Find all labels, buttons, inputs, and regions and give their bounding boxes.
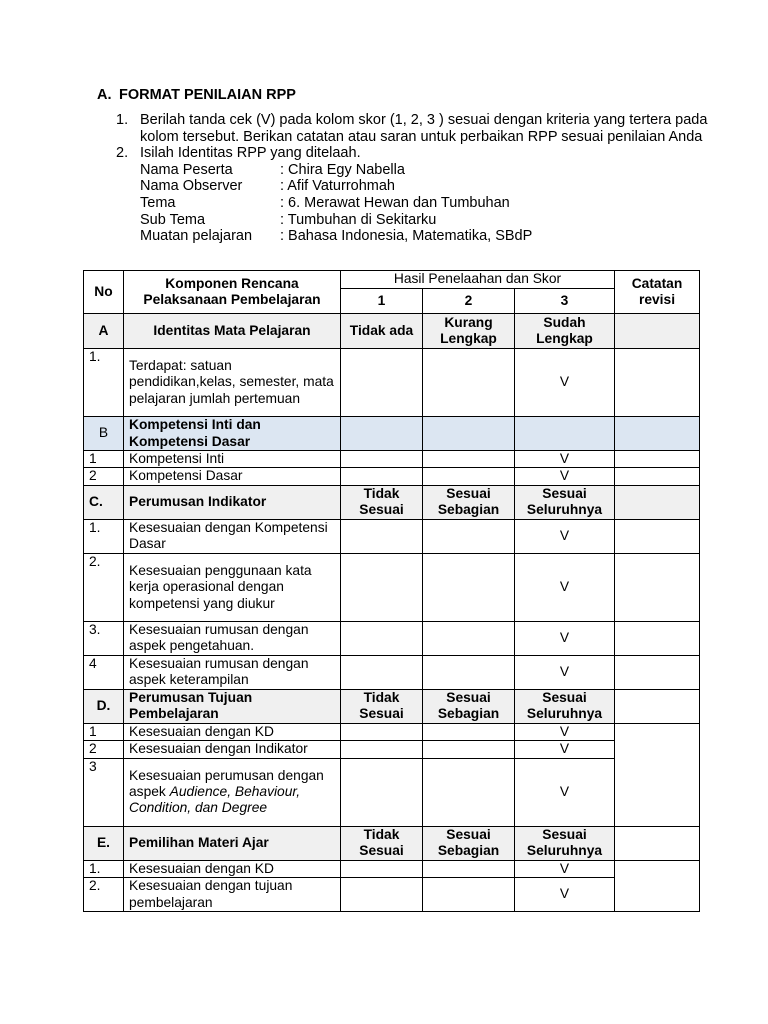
- row-text: Kesesuaian dengan Kompetensi Dasar: [124, 519, 341, 553]
- score-cell-2: [423, 655, 515, 689]
- identity-value: : 6. Merawat Hewan dan Tumbuhan: [280, 194, 510, 211]
- score-cell-1: [341, 655, 423, 689]
- row-number: 2.: [84, 878, 124, 912]
- header-catatan: Catatan revisi: [615, 271, 700, 314]
- criteria-2: Sesuai Sebagian: [423, 689, 515, 723]
- identity-key: Tema: [140, 194, 176, 211]
- table-row: [84, 723, 700, 740]
- criteria-3: Sesuai Seluruhnya: [515, 826, 615, 860]
- notes-cell: [615, 485, 700, 519]
- instructions-list: [116, 112, 716, 245]
- section-title: Identitas Mata Pelajaran: [124, 314, 341, 349]
- section-title: Perumusan Indikator: [124, 485, 341, 519]
- score-cell-2: [423, 468, 515, 485]
- identity-row: [140, 195, 716, 212]
- identity-key: Nama Observer: [140, 178, 243, 195]
- instruction-item: [116, 112, 716, 145]
- identity-row: [140, 178, 716, 195]
- score-cell-1: [341, 860, 423, 877]
- header-score-2: 2: [423, 289, 515, 314]
- score-cell-2: [423, 741, 515, 758]
- section-number: C.: [84, 485, 124, 519]
- score-cell-3: V: [515, 451, 615, 468]
- notes-cell: [615, 689, 700, 723]
- table-row: [84, 878, 700, 912]
- score-cell-2: [423, 723, 515, 740]
- row-number: 3.: [84, 621, 124, 655]
- score-cell-1: [341, 519, 423, 553]
- identity-row: [140, 228, 716, 245]
- table-row: [84, 349, 700, 417]
- score-cell-1: [341, 553, 423, 621]
- score-cell-1: [341, 758, 423, 826]
- notes-cell: [615, 621, 700, 655]
- table-row: [84, 758, 700, 826]
- score-cell-3: V: [515, 878, 615, 912]
- score-cell-3: V: [515, 723, 615, 740]
- criteria-3: Sesuai Seluruhnya: [515, 485, 615, 519]
- score-cell-3: V: [515, 468, 615, 485]
- criteria-1: Tidak ada: [341, 314, 423, 349]
- notes-cell: [615, 860, 700, 911]
- instruction-number: 1.: [116, 112, 129, 128]
- identity-key: Sub Tema: [140, 211, 206, 228]
- instruction-text: Isilah Identitas RPP yang ditelaah.: [140, 145, 361, 162]
- identity-key: Nama Peserta: [140, 161, 233, 178]
- table-row: [84, 468, 700, 485]
- criteria-1: Tidak Sesuai: [341, 689, 423, 723]
- section-title: Perumusan Tujuan Pembelajaran: [124, 689, 341, 723]
- header-komponen: Komponen Rencana Pelaksanaan Pembelajaran: [124, 271, 341, 314]
- row-text: Kesesuaian penggunaan kata kerja operasional dengan kompetensi yang diukur: [124, 553, 341, 621]
- table-row: [84, 621, 700, 655]
- section-row: [84, 826, 700, 860]
- table-row: [84, 860, 700, 877]
- table-row: [84, 451, 700, 468]
- criteria-2: Sesuai Sebagian: [423, 485, 515, 519]
- row-number: 3: [84, 758, 124, 826]
- row-number: 4: [84, 655, 124, 689]
- notes-cell: [615, 655, 700, 689]
- section-number: B: [84, 417, 124, 451]
- notes-cell: [615, 349, 700, 417]
- row-text: Kesesuaian rumusan dengan aspek keterampilan: [124, 655, 341, 689]
- identity-value: : Tumbuhan di Sekitarku: [280, 211, 437, 228]
- table-row: [84, 741, 700, 758]
- notes-cell: [615, 553, 700, 621]
- score-cell-2: [423, 878, 515, 912]
- row-text: [124, 758, 341, 826]
- section-row: [84, 689, 700, 723]
- identity-block: [116, 162, 716, 245]
- notes-cell: [615, 723, 700, 826]
- score-cell-1: [341, 878, 423, 912]
- row-number: 2: [84, 468, 124, 485]
- header-no: No: [84, 271, 124, 314]
- header-score-1: 1: [341, 289, 423, 314]
- header-score-3: 3: [515, 289, 615, 314]
- notes-cell: [615, 417, 700, 451]
- section-title: Pemilihan Materi Ajar: [124, 826, 341, 860]
- row-text: Terdapat: satuan pendidikan,kelas, semester, mata pelajaran jumlah pertemuan: [124, 349, 341, 417]
- row-text-plain: Kesesuaian perumusan dengan aspek: [129, 767, 324, 799]
- score-cell-2: [423, 553, 515, 621]
- score-cell-3: V: [515, 621, 615, 655]
- identity-value: : Bahasa Indonesia, Matematika, SBdP: [280, 228, 533, 245]
- section-number: A: [84, 314, 124, 349]
- criteria-2: Kurang Lengkap: [423, 314, 515, 349]
- notes-cell: [615, 519, 700, 553]
- row-number: 1.: [84, 860, 124, 877]
- instruction-item: [116, 145, 716, 162]
- instruction-text: Berilah tanda cek (V) pada kolom skor (1, 2, 3 ) sesuai dengan kriteria yang tertera pada kolom tersebut. Berikan catatan atau saran untuk perbaikan RPP sesuai penilaian Anda: [140, 112, 708, 145]
- score-cell-1: [341, 468, 423, 485]
- row-text: Kompetensi Inti: [124, 451, 341, 468]
- row-number: 2.: [84, 553, 124, 621]
- notes-cell: [615, 451, 700, 468]
- criteria-1: [341, 417, 423, 451]
- row-text: Kesesuaian dengan KD: [124, 723, 341, 740]
- score-cell-1: [341, 621, 423, 655]
- row-text: Kesesuaian dengan Indikator: [124, 741, 341, 758]
- score-cell-2: [423, 758, 515, 826]
- score-cell-2: [423, 860, 515, 877]
- section-title: FORMAT PENILAIAN RPP: [119, 87, 296, 103]
- score-cell-2: [423, 519, 515, 553]
- table-row: [84, 655, 700, 689]
- score-cell-2: [423, 621, 515, 655]
- row-text-italic: Audience, Behaviour, Condition, dan Degree: [129, 783, 301, 816]
- row-text: Kesesuaian rumusan dengan aspek pengetahuan.: [124, 621, 341, 655]
- section-number: E.: [84, 826, 124, 860]
- row-text: Kesesuaian dengan tujuan pembelajaran: [124, 878, 341, 912]
- identity-value: : Afif Vaturrohmah: [280, 178, 395, 195]
- criteria-3: Sesuai Seluruhnya: [515, 689, 615, 723]
- identity-row: [140, 212, 716, 229]
- criteria-3: [515, 417, 615, 451]
- criteria-3: Sudah Lengkap: [515, 314, 615, 349]
- criteria-2: [423, 417, 515, 451]
- notes-cell: [615, 826, 700, 860]
- criteria-2: Sesuai Sebagian: [423, 826, 515, 860]
- score-cell-3: V: [515, 741, 615, 758]
- score-cell-1: [341, 349, 423, 417]
- section-title: Kompetensi Inti dan Kompetensi Dasar: [124, 417, 341, 451]
- row-number: 1: [84, 723, 124, 740]
- score-cell-3: V: [515, 553, 615, 621]
- section-row: [84, 485, 700, 519]
- notes-cell: [615, 468, 700, 485]
- criteria-1: Tidak Sesuai: [341, 826, 423, 860]
- score-cell-2: [423, 349, 515, 417]
- header-hasil: Hasil Penelaahan dan Skor: [341, 271, 615, 289]
- row-number: 1: [84, 451, 124, 468]
- section-letter: A.: [97, 87, 112, 103]
- row-text: Kompetensi Dasar: [124, 468, 341, 485]
- score-cell-3: V: [515, 860, 615, 877]
- identity-row: [140, 162, 716, 179]
- table-header-row: [84, 271, 700, 289]
- section-row: [84, 417, 700, 451]
- score-cell-1: [341, 451, 423, 468]
- table-row: [84, 553, 700, 621]
- row-text: Kesesuaian dengan KD: [124, 860, 341, 877]
- row-number: 2: [84, 741, 124, 758]
- notes-cell: [615, 314, 700, 349]
- row-number: 1.: [84, 519, 124, 553]
- assessment-table: [83, 270, 700, 912]
- row-number: 1.: [84, 349, 124, 417]
- identity-value: : Chira Egy Nabella: [280, 161, 405, 178]
- table-row: [84, 519, 700, 553]
- identity-key: Muatan pelajaran: [140, 228, 253, 245]
- section-heading: [97, 87, 296, 103]
- criteria-1: Tidak Sesuai: [341, 485, 423, 519]
- score-cell-1: [341, 723, 423, 740]
- score-cell-3: V: [515, 349, 615, 417]
- section-row: [84, 314, 700, 349]
- score-cell-1: [341, 741, 423, 758]
- section-number: D.: [84, 689, 124, 723]
- score-cell-3: V: [515, 655, 615, 689]
- instruction-number: 2.: [116, 145, 129, 162]
- score-cell-2: [423, 451, 515, 468]
- score-cell-3: V: [515, 758, 615, 826]
- score-cell-3: V: [515, 519, 615, 553]
